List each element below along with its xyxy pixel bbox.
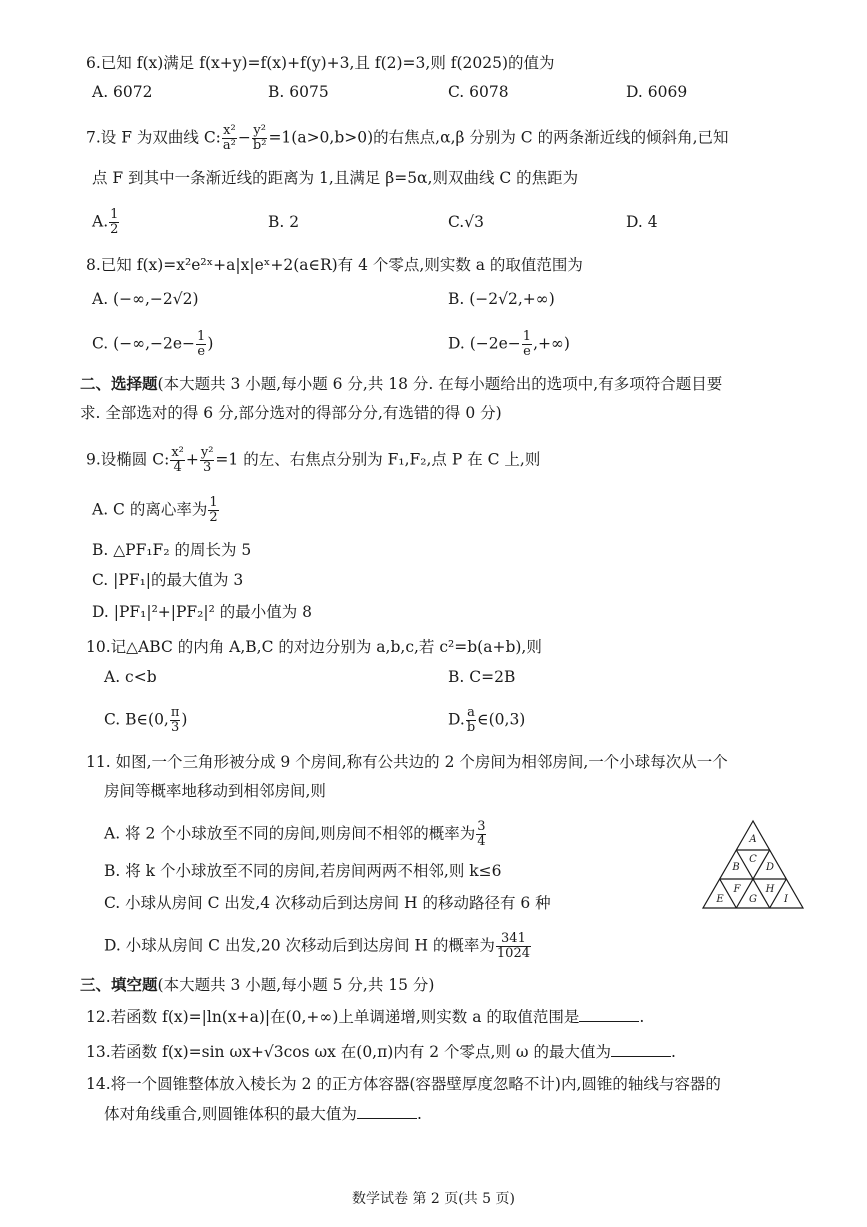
room-i-label: I [784, 894, 788, 905]
q14-stem-line2: 体对角线重合,则圆锥体积的最大值为 . [104, 1105, 422, 1123]
q7-option-d: D. 4 [626, 213, 658, 231]
q10-option-c: C. B∈(0, $\frac{\pi}{3}$ ) [104, 705, 188, 735]
section-3-header: 三、填空题(本大题共 3 小题,每小题 5 分,共 15 分) [80, 975, 435, 994]
q10-option-a: A. c<b [104, 668, 157, 686]
room-d-label: D [765, 862, 775, 873]
room-h-label: H [765, 884, 775, 895]
q7-fraction-x: $\frac{\text{x²}}{\text{a²}}$ [222, 123, 236, 153]
room-f-label: F [733, 884, 741, 895]
q14-stem: 14.将一个圆锥整体放入棱长为 2 的正方体容器(容器壁厚度忽略不计)内,圆锥的轴线与容器的 [86, 1075, 721, 1093]
q7-stem-line2: 点 F 到其中一条渐近线的距离为 1,且满足 β=5α,则双曲线 C 的焦距为 [92, 169, 579, 187]
q11-option-c: C. 小球从房间 C 出发,4 次移动后到达房间 H 的移动路径有 6 种 [104, 894, 551, 912]
triangle-rooms-figure [700, 818, 806, 912]
room-b-label: B [732, 862, 740, 873]
q11-option-a: A. 将 2 个小球放至不同的房间,则房间不相邻的概率为 $\frac{3}{4}$ [104, 819, 486, 849]
q12-answer-blank[interactable] [579, 1007, 639, 1022]
q14-answer-blank[interactable] [357, 1104, 417, 1119]
q6-option-c: C. 6078 [448, 83, 509, 101]
q9-option-c: C. |PF₁|的最大值为 3 [92, 571, 244, 589]
q10-option-d: D. $\frac{a}{b}$ ∈(0,3) [448, 705, 526, 735]
q8-stem: 8.已知 f(x)=x²e²ˣ+a|x|eˣ+2(a∈R)有 4 个零点,则实数 a 的取值范围为 [86, 256, 583, 274]
q10-stem: 10.记△ABC 的内角 A,B,C 的对边分别为 a,b,c,若 c²=b(a+b),则 [86, 638, 542, 656]
q13-answer-blank[interactable] [611, 1042, 671, 1057]
room-e-label: E [716, 894, 724, 905]
q12-stem: 12.若函数 f(x)=|ln(x+a)|在(0,+∞)上单调递增,则实数 a 的取值范围是 . [86, 1008, 645, 1026]
q11-stem: 11. 如图,一个三角形被分成 9 个房间,称有公共边的 2 个房间为相邻房间,一个小球每次从一个 [86, 753, 728, 771]
room-c-label: C [749, 854, 757, 865]
page-footer: 数学试卷 第 2 页(共 5 页) [352, 1191, 515, 1207]
q11-option-b: B. 将 k 个小球放至不同的房间,若房间两两不相邻,则 k≤6 [104, 862, 502, 880]
q9-stem: 9.设椭圆 C: $\frac{\text{x²}}{4}$ + $\frac{\text{y²}}{3}$ =1 的左、右焦点分别为 F₁,F₂,点 P 在 C 上,则 [86, 445, 541, 475]
section-2-header: 二、选择题(本大题共 3 小题,每小题 6 分,共 18 分. 在每小题给出的选项中,有多项符合题目要 [80, 374, 723, 393]
q10-option-b: B. C=2B [448, 668, 516, 686]
q6-option-d: D. 6069 [626, 83, 688, 101]
q8-option-d: D. (−2e− $\frac{1}{e}$ ,+∞) [448, 329, 570, 359]
q9-option-d: D. |PF₁|²+|PF₂|² 的最小值为 8 [92, 603, 313, 621]
q6-option-b: B. 6075 [268, 83, 329, 101]
q7-fraction-y: $\frac{\text{y²}}{\text{b²}}$ [252, 123, 267, 153]
q7-option-b: B. 2 [268, 213, 300, 231]
q13-stem: 13.若函数 f(x)=sin ωx+√3cos ωx 在(0,π)内有 2 个零点,则 ω 的最大值为 . [86, 1043, 676, 1061]
room-a-label: A [749, 834, 757, 845]
q8-option-a: A. (−∞,−2√2) [92, 290, 199, 308]
q11-option-d: D. 小球从房间 C 出发,20 次移动后到达房间 H 的概率为 $\frac{341}{1024}$ [104, 931, 530, 961]
section-2-note: 求. 全部选对的得 6 分,部分选对的得部分分,有选错的得 0 分) [80, 404, 502, 422]
room-g-label: G [749, 894, 757, 905]
q7-stem: 7.设 F 为双曲线 C: $\frac{\text{x²}}{\text{a²}}$ − $\frac{\text{y²}}{\text{b²}}$ =1(a>0,b>0)的右焦点,α,β 分别为 C 的两条渐近线的倾斜角,已知 [86, 123, 729, 153]
q6-stem: 6.已知 f(x)满足 f(x+y)=f(x)+f(y)+3,且 f(2)=3,则 f(2025)的值为 [86, 54, 555, 72]
q8-option-c: C. (−∞,−2e− $\frac{1}{e}$ ) [92, 329, 214, 359]
q11-stem-line2: 房间等概率地移动到相邻房间,则 [104, 782, 326, 800]
q6-option-a: A. 6072 [92, 83, 153, 101]
q7-option-c: C.√3 [448, 213, 484, 231]
q9-option-b: B. △PF₁F₂ 的周长为 5 [92, 541, 252, 559]
q7-option-a: A. $\frac{1}{2}$ [92, 207, 119, 237]
q8-option-b: B. (−2√2,+∞) [448, 290, 555, 308]
q9-option-a: A. C 的离心率为 $\frac{1}{2}$ [92, 495, 218, 525]
